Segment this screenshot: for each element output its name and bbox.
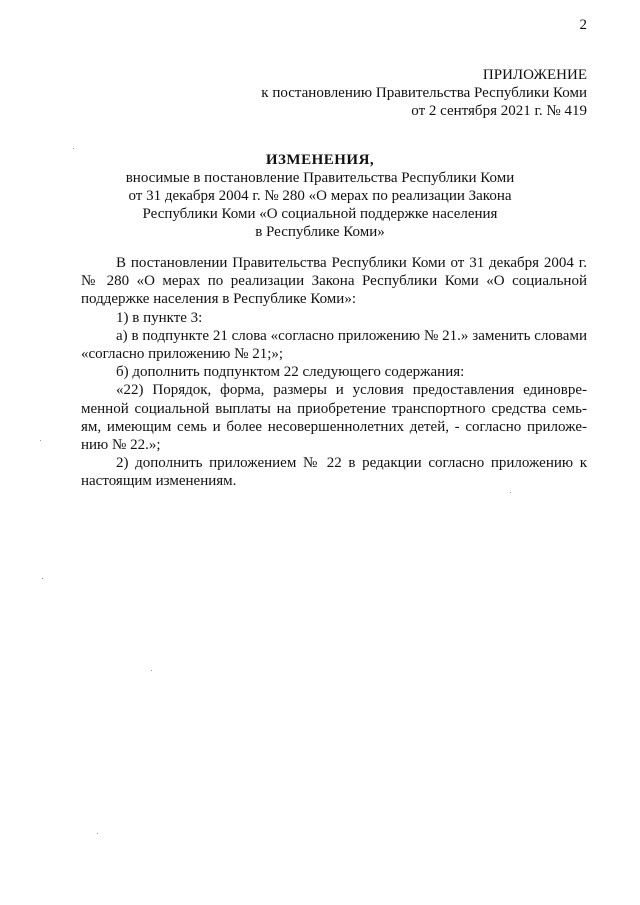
changes-subtitle-line: от 31 декабря 2004 г. № 280 «О мерах по реализации Закона [128,188,512,204]
body-paragraph: В постановлении Правительства Республики Коми от 31 декабря 2004 г. № 280 «О мерах по реализации Закона Республики Коми «О социальной поддержке населения в Республике Коми»: [81,255,587,308]
appendix-header [261,66,587,120]
body-paragraph: «22) Порядок, форма, размеры и условия предоставления единовременной социальной выплаты на приобретение транспортного средства семьям, имеющим семь и более несовершеннолетних детей, - согласно приложению № 22.»; [81,382,587,454]
body-paragraph: 1) в пункте 3: [116,309,203,326]
changes-heading [0,151,640,241]
changes-title: ИЗМЕНЕНИЯ, [265,152,375,168]
changes-subtitle-line: вносимые в постановление Правительства Республики Коми [125,170,515,186]
appendix-line-2: от 2 сентября 2021 г. № 419 [411,103,587,119]
scan-speck [510,492,511,493]
scan-speck [40,440,41,441]
scan-speck [151,670,152,671]
scan-speck [97,833,98,834]
body-paragraph: а) в подпункте 21 слова «согласно приложению № 21.» заменить словами «согласно приложению № 21;»; [81,327,587,363]
scan-speck [42,578,43,579]
body-paragraph: 2) дополнить приложением № 22 в редакции согласно приложению к настоящим изменениям. [81,455,587,490]
document-body [81,254,587,491]
appendix-line-1: к постановлению Правительства Республики Коми [261,85,587,101]
changes-subtitle-line: Республики Коми «О социальной поддержке населения [142,206,498,222]
appendix-title: ПРИЛОЖЕНИЕ [482,67,587,83]
page-number: 2 [579,17,587,33]
changes-subtitle-line: в Республике Коми» [255,224,385,240]
scan-speck [73,148,74,149]
body-paragraph: б) дополнить подпунктом 22 следующего содержания: [116,364,465,381]
